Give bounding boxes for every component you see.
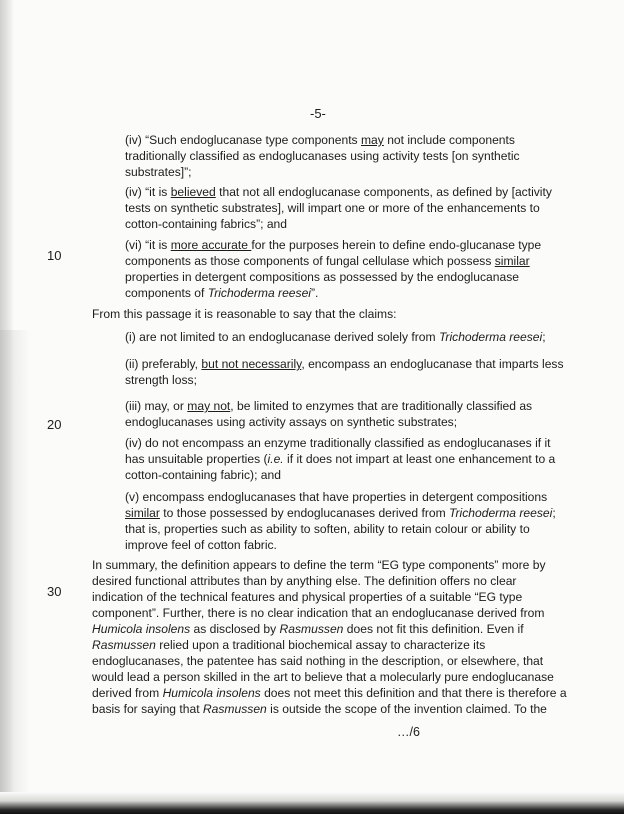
text-line (92, 701, 547, 717)
text-line: endoglucanases using activity assays on synthetic substrates; (125, 415, 458, 429)
italic-text: Trichoderma reesei (438, 330, 543, 344)
text-run: ”. (310, 286, 319, 300)
text-run: (vi) “it is (125, 238, 171, 252)
text-line: tests on synthetic substrates], will impart one or more of the enhancements to (125, 201, 540, 215)
text-line: properties in detergent compositions as possessed by the endoglucanase (125, 270, 519, 284)
text-line: (v) encompass endoglucanases that have properties in detergent compositions (125, 490, 548, 504)
text-line (125, 132, 515, 148)
text-line: (iv) do not encompass an enzyme traditionally classified as endoglucanases if it (125, 436, 551, 450)
page-number: -5- (310, 106, 326, 121)
text-line (125, 253, 530, 269)
text-run: components of (125, 286, 208, 300)
text-run: (iv) “Such endoglucanase type components (125, 133, 361, 147)
text-run: to those possessed by endoglucanases derived from (159, 506, 450, 520)
text-run: does not meet this definition and that there is therefore a (260, 686, 567, 700)
text-run: not include components (383, 133, 515, 147)
text-line (125, 285, 318, 301)
line-number-10: 10 (47, 248, 62, 263)
text-line (125, 505, 556, 521)
text-line (125, 237, 541, 253)
text-run: derived from (92, 686, 163, 700)
line-number-30: 30 (47, 584, 62, 599)
text-run: for the purposes herein to define endo-glucanase type (251, 238, 542, 252)
text-run: does not fit this definition. Even if (343, 622, 524, 636)
text-line (92, 637, 485, 653)
line-number-20: 20 (47, 417, 62, 432)
text-line (92, 621, 524, 637)
underlined-text: similar (494, 254, 530, 268)
text-line: that is, properties such as ability to soften, ability to retain colour or ability to (125, 522, 530, 536)
italic-text: Rasmussen (279, 622, 344, 636)
text-run: ; (542, 330, 546, 344)
text-run: that not all endoglucanase components, as defined by [activity (215, 185, 552, 199)
underlined-text: similar (125, 506, 160, 520)
text-line: desired functional attributes than by anything else. The definition offers no clear (92, 574, 517, 588)
text-line: indication of the technical features and physical properties of a suitable “EG type (92, 590, 523, 604)
scan-shadow-left-lower (0, 330, 30, 814)
text-run: relied upon a traditional biochemical assay to characterize its (155, 638, 486, 652)
text-line: substrates]”; (125, 165, 192, 179)
italic-text: Trichoderma reesei (207, 286, 311, 300)
text-line (125, 451, 555, 467)
continuation-marker: …/6 (397, 725, 420, 739)
scan-shadow-bottom (0, 792, 624, 814)
text-line (92, 685, 567, 701)
text-line: traditionally classified as endoglucanases using activity tests [on synthetic (125, 149, 520, 163)
text-line (125, 398, 532, 414)
italic-text: i.e. (267, 452, 284, 466)
italic-text: Humicola insolens (162, 686, 261, 700)
text-line: strength loss; (125, 373, 197, 387)
italic-text: Humicola insolens (92, 622, 191, 636)
text-run: (iv) “it is (125, 185, 171, 199)
text-line: would lead a person skilled in the art to believe that a molecularly pure endoglucanase (92, 670, 554, 684)
intro-paragraph: From this passage it is reasonable to say that the claims: (92, 307, 397, 321)
underlined-text: may (360, 133, 384, 147)
text-run: basis for saying that (92, 702, 203, 716)
text-run: ; (552, 506, 556, 520)
underlined-text: may not (187, 399, 231, 413)
text-run: , encompass an endoglucanase that imparts less (301, 357, 564, 371)
text-run: (iii) may, or (125, 399, 188, 413)
text-run: if it does not impart at least one enhancement to a (283, 452, 556, 466)
italic-text: Rasmussen (202, 702, 267, 716)
text-run: is outside the scope of the invention claimed. To the (266, 702, 547, 716)
text-run: has unsuitable properties ( (125, 452, 268, 466)
text-line: improve feel of cotton fabric. (125, 538, 277, 552)
italic-text: Rasmussen (92, 638, 156, 652)
underlined-text: believed (170, 185, 216, 199)
text-run: as disclosed by (190, 622, 280, 636)
text-line: component”. Further, there is no clear indication that an endoglucanase derived from (92, 606, 545, 620)
underlined-text: more accurate (170, 238, 252, 252)
text-run: , be limited to enzymes that are traditionally classified as (230, 399, 533, 413)
text-run: (ii) preferably, (125, 357, 202, 371)
text-line: cotton-containing fabric); and (125, 468, 281, 482)
text-line: endoglucanases, the patentee has said nothing in the description, or elsewhere, that (92, 654, 544, 668)
text-run: components as those components of fungal cellulase which possess (125, 254, 495, 268)
text-line (125, 356, 564, 372)
claim-i (125, 329, 546, 345)
text-run: (i) are not limited to an endoglucanase derived solely from (125, 330, 439, 344)
underlined-text: but not necessarily (201, 357, 302, 371)
text-line (125, 184, 552, 200)
text-line: cotton-containing fabrics”; and (125, 217, 288, 231)
text-line: In summary, the definition appears to define the term “EG type components” more by (92, 558, 546, 572)
italic-text: Trichoderma reesei (449, 506, 553, 520)
